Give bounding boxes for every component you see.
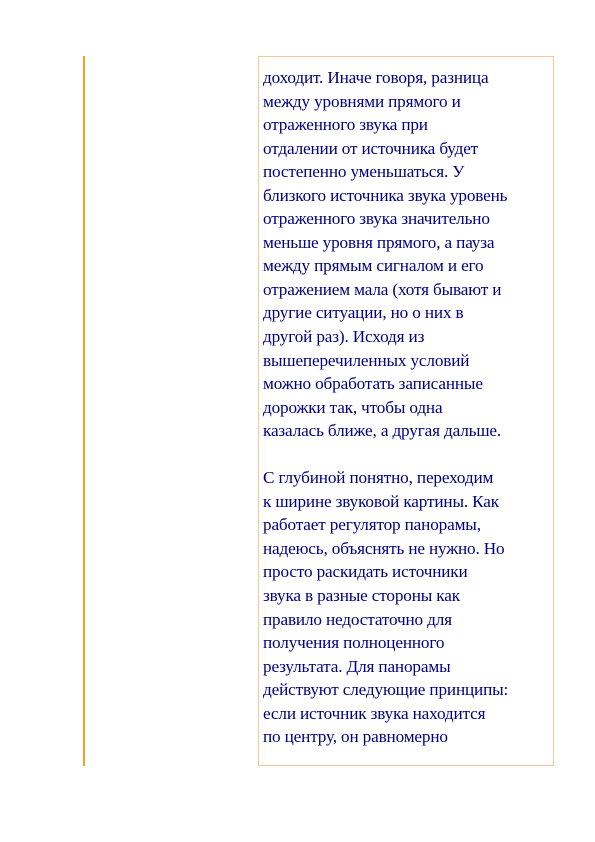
text-line: близкого источника звука уровень: [263, 185, 508, 205]
text-line: действуют следующие принципы:: [263, 680, 509, 700]
paragraph-1: [263, 66, 549, 443]
text-line: можно обработать записанные: [263, 374, 483, 394]
text-line: вышеперечиленных условий: [263, 350, 470, 370]
text-line: к ширине звуковой картины. Как: [263, 491, 499, 511]
paragraph-2: [263, 466, 549, 749]
text-line: результата. Для панорамы: [263, 656, 451, 676]
text-line: просто раскидать источники: [263, 562, 468, 582]
text-line: постепенно уменьшаться. У: [263, 162, 465, 182]
text-line: по центру, он равномерно: [263, 727, 448, 747]
text-line: правило недостаточно для: [263, 609, 452, 629]
margin-rule: [83, 56, 85, 766]
text-line: звука в разные стороны как: [263, 586, 460, 606]
text-line: между уровнями прямого и: [263, 91, 461, 111]
text-line: надеюсь, объяснять не нужно. Но: [263, 538, 505, 558]
text-line: получения полноценного: [263, 633, 445, 653]
text-line: между прямым сигналом и его: [263, 256, 484, 276]
text-line: отраженного звука при: [263, 115, 428, 135]
text-line: другой раз). Исходя из: [263, 327, 425, 347]
text-line: доходит. Иначе говоря, разница: [263, 68, 489, 87]
text-line: другие ситуации, но о них в: [263, 303, 464, 323]
text-frame: [258, 56, 554, 766]
text-line: меньше уровня прямого, а пауза: [263, 232, 495, 252]
text-line: отраженного звука значительно: [263, 209, 490, 229]
text-line: дорожки так, чтобы одна: [263, 397, 443, 417]
text-line: отдалении от источника будет: [263, 138, 479, 158]
text-line: С глубиной понятно, переходим: [263, 468, 494, 488]
text-line: если источник звука находится: [263, 703, 486, 723]
text-line: казалась ближе, а другая дальше.: [263, 421, 502, 441]
text-line: работает регулятор панорамы,: [263, 515, 481, 535]
text-line: отражением мала (хотя бывают и: [263, 279, 502, 299]
